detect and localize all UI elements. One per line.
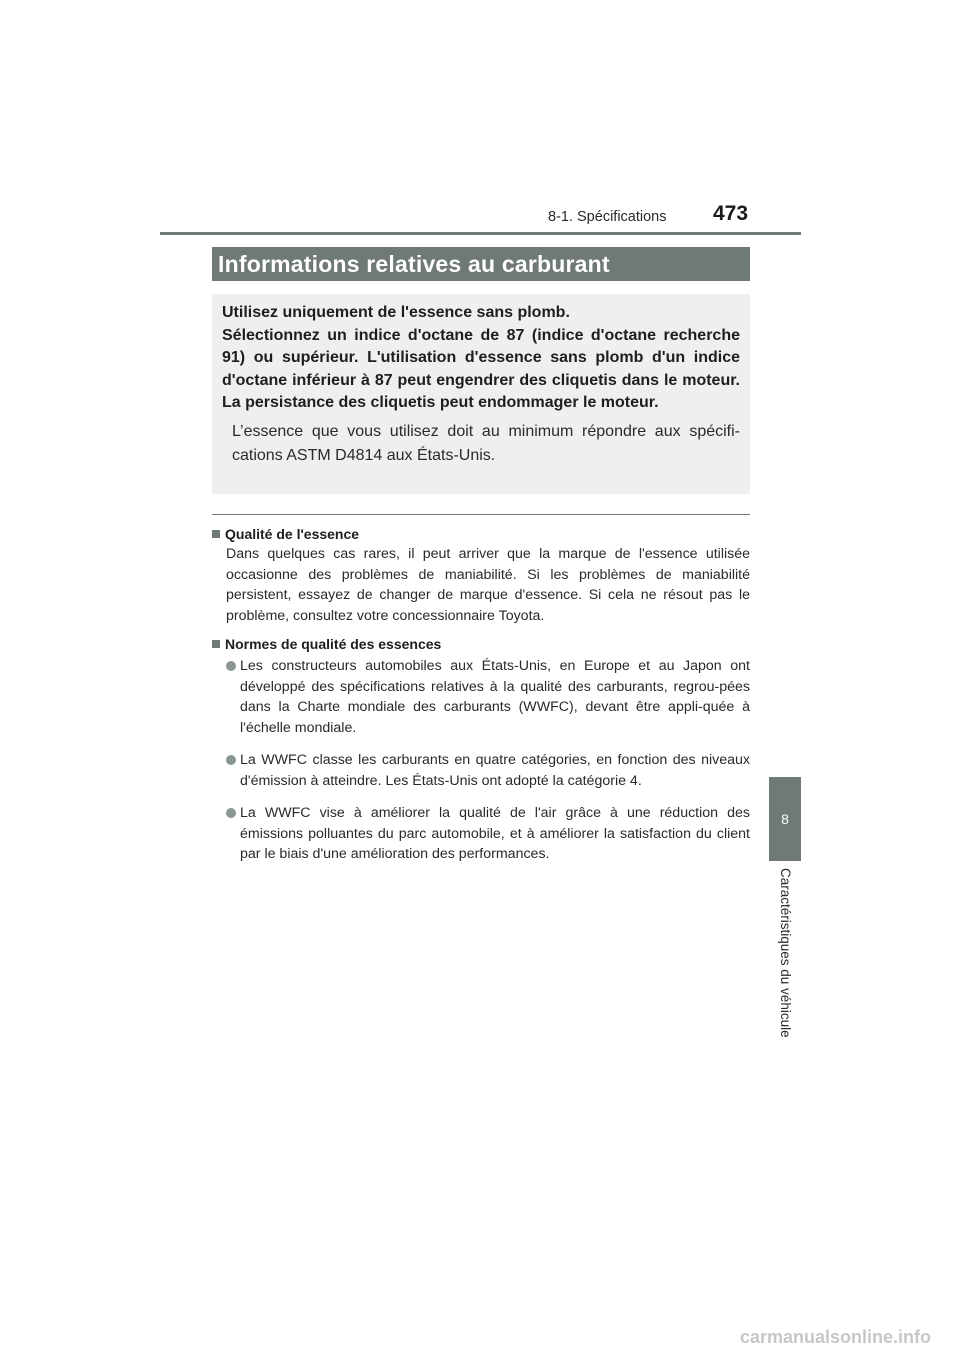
list-item-text: La WWFC vise à améliorer la qualité de l'air grâce à une réduction des émissions polluantes du parc automobile, et à améliorer la satisfaction du client par le biais d'une amélioration des performances. [240,805,750,862]
section-heading-fuel-standards [212,634,750,654]
body-divider [212,514,750,515]
intro-box [212,294,750,494]
footer-watermark: carmanualsonline.info [740,1327,932,1347]
header-divider [160,232,801,235]
list-item-text: La WWFC classe les carburants en quatre catégories, en fonction des niveaux d'émission à atteindre. Les États-Unis ont adopté la catégorie 4. [240,752,750,789]
page-number: 473 [713,202,749,225]
list-item-text: Les constructeurs automobiles aux États-Unis, en Europe et au Japon ont développé des spécifications relatives à la qualité des carburants, regrou-pées dans la Charte mondiale des carburants (WWFC), devant être appli-quée à l'échelle mondiale. [240,658,750,736]
circle-bullet-icon [226,808,236,818]
circle-bullet-icon [226,755,236,765]
section-heading-text: Qualité de l'essence [225,526,360,542]
list-item [226,750,750,791]
square-bullet-icon [212,640,220,648]
list-item [226,656,750,738]
section-heading-fuel-quality [212,524,750,544]
intro-warning-rest: Sélectionnez un indice d'octane de 87 (indice d'octane recherche 91) ou supérieur. L'utilisation d'essence sans plomb d'un indice d'octane inférieur à 87 peut engendrer des cliquetis dans le moteur. La persistance des cliquetis peut endommager le moteur. [222,326,740,412]
intro-warning-first-line: Utilisez uniquement de l'essence sans plomb. [222,304,570,321]
chapter-tab: 8 [769,777,801,861]
intro-note: L’essence que vous utilisez doit au minimum répondre aux spécifi-cations ASTM D4814 aux États-Unis. [232,422,740,464]
section-paragraph: Dans quelques cas rares, il peut arriver que la marque de l'essence utilisée occasionne des problèmes de maniabilité. Si les problèmes de maniabilité persistent, essayez de changer de marque d'essence. Si cela ne résout pas le problème, consultez votre concessionnaire Toyota. [226,546,750,624]
section-heading-text: Normes de qualité des essences [225,636,442,652]
intro-warning [222,302,740,415]
square-bullet-icon [212,530,220,538]
chapter-label: Caractéristiques du véhicule [778,868,793,1038]
content-sections [212,524,750,877]
list-item [226,803,750,865]
header-section-title: 8-1. Spécifications [548,209,667,225]
page-title: Informations relatives au carburant [212,247,750,281]
circle-bullet-icon [226,661,236,671]
